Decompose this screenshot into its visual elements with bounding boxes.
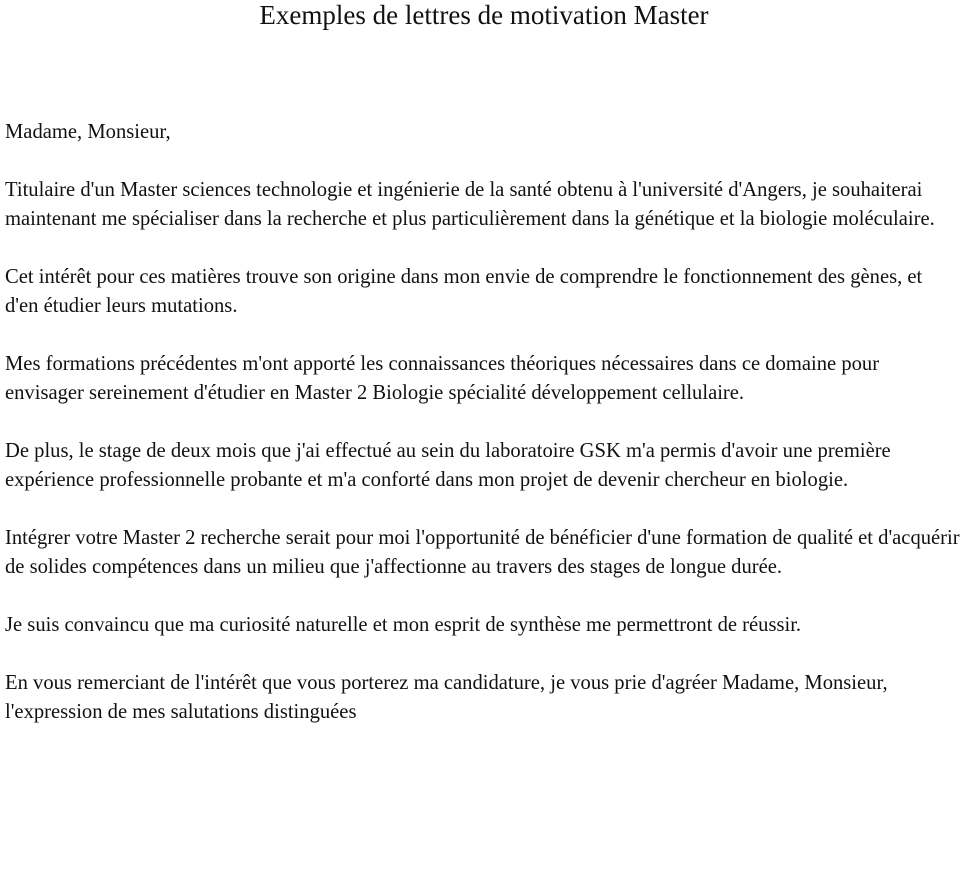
letter-closing: En vous remerciant de l'intérêt que vous porterez ma candidature, je vous prie d'agréer Madame, Monsieur, l'expression de mes salutations distinguées bbox=[5, 672, 888, 723]
letter-body bbox=[5, 118, 960, 727]
letter-paragraph-1: Titulaire d'un Master sciences technologie et ingénierie de la santé obtenu à l'université d'Angers, je souhaiterai maintenant me spécialiser dans la recherche et plus particulièrement dans la génétique et la biologie moléculaire. bbox=[5, 179, 935, 230]
letter-paragraph-5: Intégrer votre Master 2 recherche serait pour moi l'opportunité de bénéficier d'une formation de qualité et d'acquérir de solides compétences dans un milieu que j'affectionne au travers des stages de longue durée. bbox=[5, 527, 960, 578]
letter-paragraph-6: Je suis convaincu que ma curiosité naturelle et mon esprit de synthèse me permettront de réussir. bbox=[5, 614, 802, 636]
letter-paragraph-4: De plus, le stage de deux mois que j'ai effectué au sein du laboratoire GSK m'a permis d'avoir une première expérience professionnelle probante et m'a conforté dans mon projet de devenir chercheur en biologie. bbox=[5, 440, 891, 491]
letter-paragraph-2: Cet intérêt pour ces matières trouve son origine dans mon envie de comprendre le fonctionnement des gènes, et d'en étudier leurs mutations. bbox=[5, 266, 923, 317]
letter-salutation: Madame, Monsieur, bbox=[5, 121, 171, 143]
letter-paragraph-3: Mes formations précédentes m'ont apporté les connaissances théoriques nécessaires dans ce domaine pour envisager sereinement d'étudier en Master 2 Biologie spécialité développement cellulaire. bbox=[5, 353, 880, 404]
page-title: Exemples de lettres de motivation Master bbox=[259, 0, 709, 30]
